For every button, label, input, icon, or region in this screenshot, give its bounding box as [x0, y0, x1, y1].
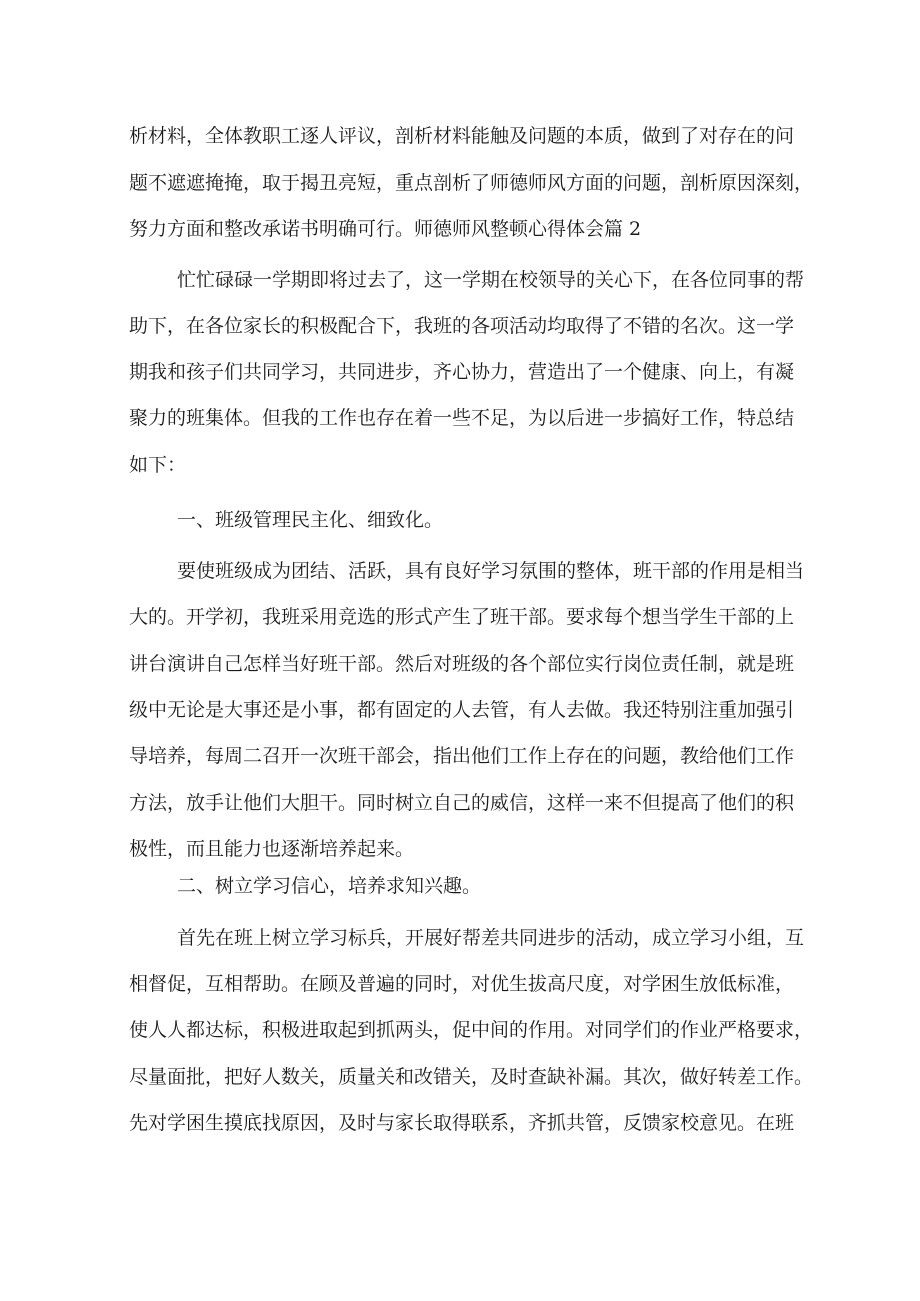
text-line: 大的。开学初，我班采用竞选的形式产生了班干部。要求每个想当学生干部的上 — [129, 606, 795, 628]
text-line: 极性，而且能力也逐渐培养起来。 — [129, 838, 415, 860]
text-line: 助下，在各位家长的积极配合下，我班的各项活动均取得了不错的名次。这一学 — [129, 315, 795, 337]
text-line: 期我和孩子们共同学习，共同进步，齐心协力，营造出了一个健康、向上，有凝 — [129, 361, 795, 383]
text-line: 级中无论是大事还是小事，都有固定的人去管，有人去做。我还特别注重加强引 — [129, 699, 795, 721]
text-line: 题不遮遮掩掩，取于揭丑亮短，重点剖析了师德师风方面的问题，剖析原因深刻， — [129, 172, 814, 194]
text-line: 忙忙碌碌一学期即将过去了，这一学期在校领导的关心下，在各位同事的帮 — [177, 269, 805, 291]
text-line: 如下： — [129, 454, 187, 476]
text-line: 方法，放手让他们大胆干。同时树立自己的威信，这样一来不但提高了他们的积 — [129, 792, 795, 814]
text-line: 要使班级成为团结、活跃，具有良好学习氛围的整体，班干部的作用是相当 — [177, 560, 805, 582]
text-line: 先对学困生摸底找原因，及时与家长取得联系，齐抓共管，反馈家校意见。在班 — [129, 1112, 795, 1134]
text-line: 尽量面批，把好人数关，质量关和改错关，及时查缺补漏。其次，做好转差工作。 — [129, 1066, 814, 1088]
text-line: 析材料，全体教职工逐人评议，剖析材料能触及问题的本质，做到了对存在的问 — [129, 125, 795, 147]
text-line: 努力方面和整改承诺书明确可行。师德师风整顿心得体会篇 2 — [129, 218, 642, 240]
text-line: 相督促，互相帮助。在顾及普遍的同时，对优生拔高尺度，对学困生放低标准， — [129, 973, 795, 995]
text-line: 聚力的班集体。但我的工作也存在着一些不足，为以后进一步搞好工作，特总结 — [129, 407, 795, 429]
text-line: 讲台演讲自己怎样当好班干部。然后对班级的各个部位实行岗位责任制，就是班 — [129, 653, 795, 675]
text-line: 首先在班上树立学习标兵，开展好帮差共同进步的活动，成立学习小组，互 — [177, 927, 805, 949]
section-heading: 一、班级管理民主化、细致化。 — [177, 509, 444, 531]
text-line: 使人人都达标，积极进取起到抓两头，促中间的作用。对同学们的作业严格要求， — [129, 1019, 814, 1041]
text-line: 导培养，每周二召开一次班干部会，指出他们工作上存在的问题，教给他们工作 — [129, 745, 795, 767]
section-heading: 二、树立学习信心，培养求知兴趣。 — [177, 875, 482, 897]
